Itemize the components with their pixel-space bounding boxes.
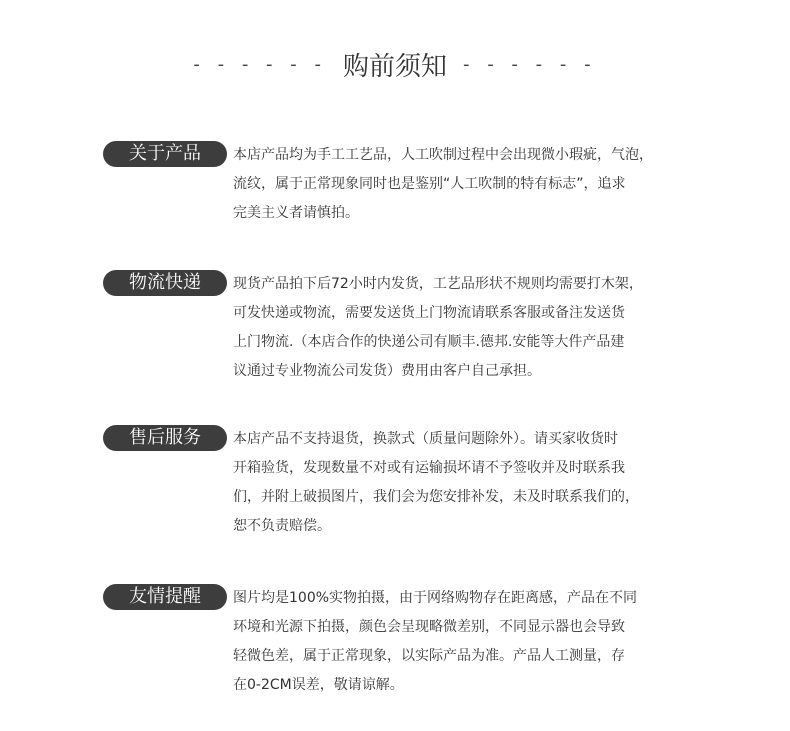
text-line: 开箱验货，发现数量不对或有运输损坏请不予签收并及时联系我 xyxy=(233,460,625,476)
right-dashes: - - - - - - xyxy=(463,53,597,75)
page-title: 购前须知 xyxy=(342,51,447,82)
text-line: 图片均是100%实物拍摄，由于网络购物存在距离感，产品在不同 xyxy=(233,590,638,606)
section-tag: 售后服务 xyxy=(103,425,227,451)
section-text xyxy=(233,141,713,228)
text-line: 本店产品均为手工工艺品，人工吹制过程中会出现微小瑕疵，气泡， xyxy=(233,147,653,163)
section-tag: 物流快递 xyxy=(103,270,227,296)
text-line: 现货产品拍下后72小时内发货，工艺品形状不规则均需要打木架， xyxy=(233,276,643,292)
section-text xyxy=(233,584,713,700)
text-line: 议通过专业物流公司发货）费用由客户自己承担。 xyxy=(233,363,541,379)
section-text xyxy=(233,425,713,541)
section-tag: 友情提醒 xyxy=(103,584,227,610)
text-line: 本店产品不支持退货，换款式（质量问题除外）。请买家收货时 xyxy=(233,431,618,447)
text-line: 可发快递或物流，需要发送货上门物流请联系客服或备注发送货 xyxy=(233,305,625,321)
left-dashes: - - - - - - xyxy=(193,53,327,75)
page-header xyxy=(0,44,790,84)
text-line: 完美主义者请慎拍。 xyxy=(233,205,359,221)
text-line: 在0-2CM误差，敬请谅解。 xyxy=(233,677,404,693)
text-line: 环境和光源下拍摄，颜色会呈现略微差别，不同显示器也会导致 xyxy=(233,619,625,635)
text-line: 流纹，属于正常现象同时也是鉴别“人工吹制的特有标志”，追求 xyxy=(233,176,626,192)
text-line: 恕不负责赔偿。 xyxy=(233,518,331,534)
text-line: 轻微色差，属于正常现象，以实际产品为准。产品人工测量，存 xyxy=(233,648,625,664)
section-tag: 关于产品 xyxy=(103,141,227,167)
text-line: 上门物流.（本店合作的快递公司有顺丰.德邦.安能等大件产品建 xyxy=(233,334,625,350)
section-text xyxy=(233,270,713,386)
text-line: 们，并附上破损图片，我们会为您安排补发，未及时联系我们的， xyxy=(233,489,639,505)
